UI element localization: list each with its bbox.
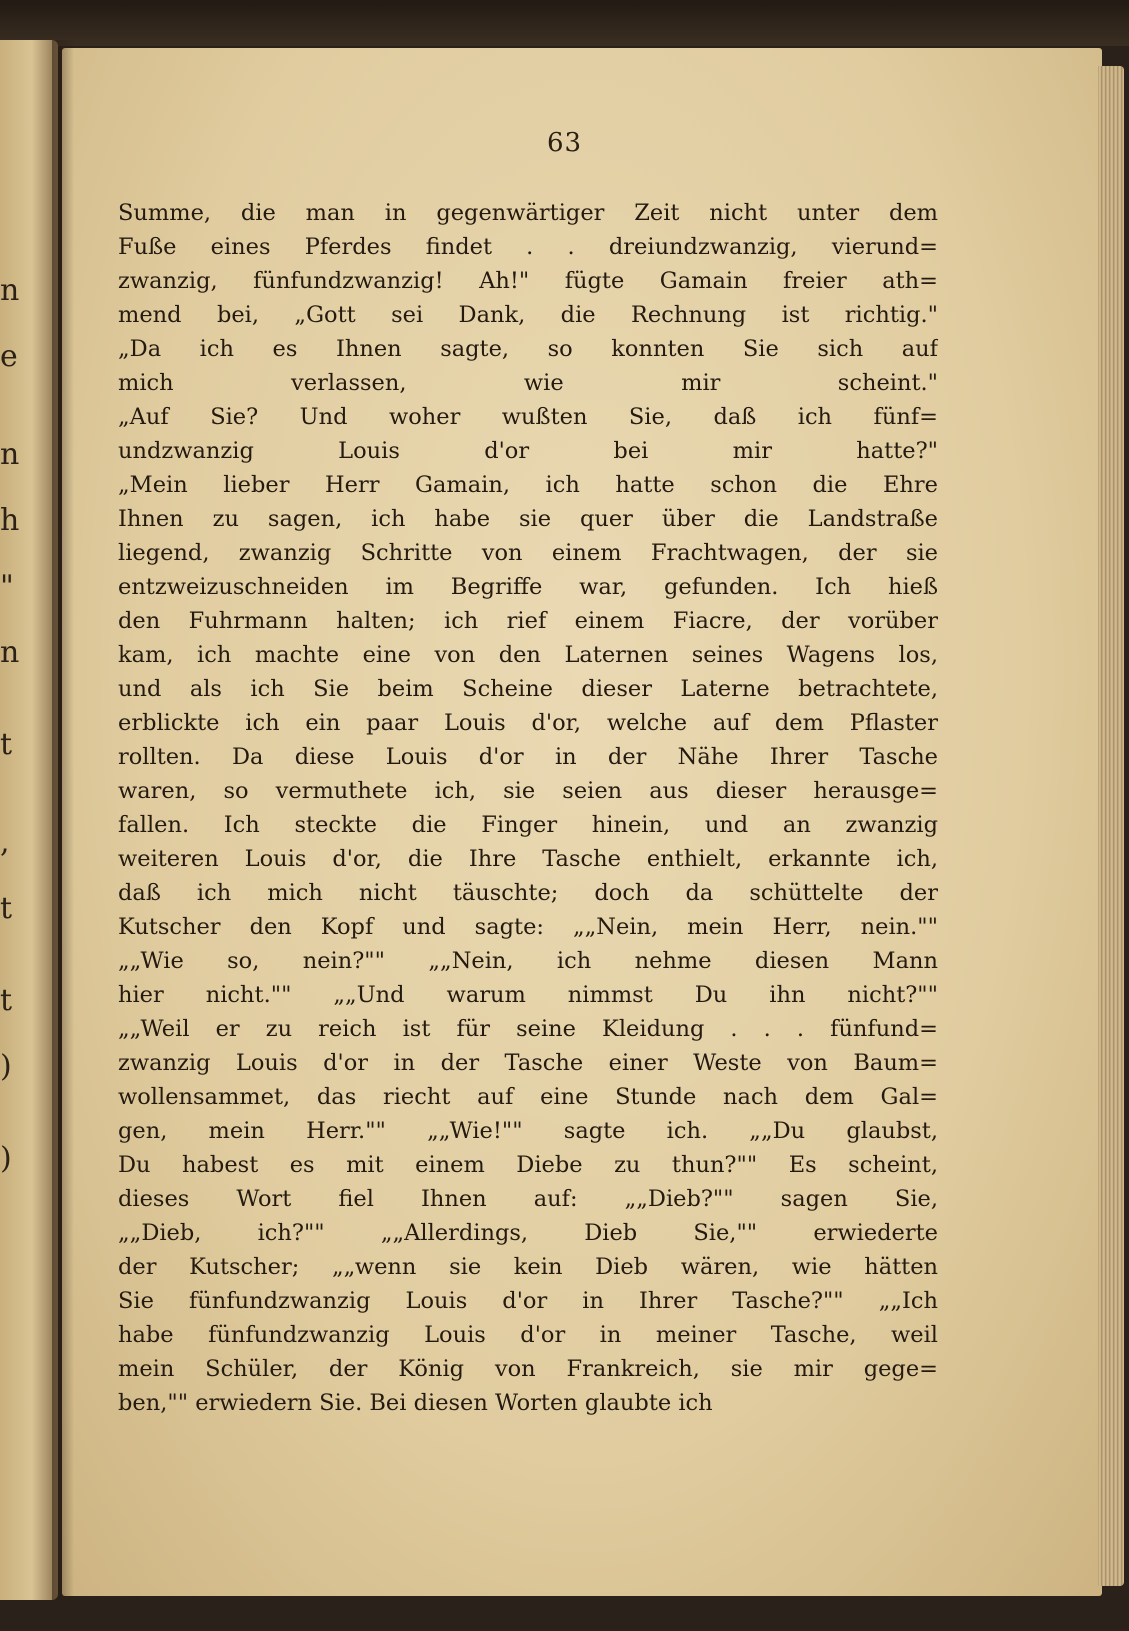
text-line: „„Weil er zu reich ist für seine Kleidung . . . fünfund=	[118, 1016, 938, 1042]
text-line: gen, mein Herr."" „„Wie!"" sagte ich. „„Du glaubst,	[118, 1118, 938, 1144]
left-page-fragments	[0, 240, 22, 1174]
page-number: 63	[546, 128, 583, 158]
text-line: kam, ich machte eine von den Laternen seines Wagens los,	[118, 642, 938, 668]
text-line: zwanzig Louis d'or in der Tasche einer Weste von Baum=	[118, 1050, 938, 1076]
left-page-fragment: )	[0, 1141, 12, 1176]
left-page-edge	[0, 40, 58, 1600]
text-line: habe fünfundzwanzig Louis d'or in meiner Tasche, weil	[118, 1322, 938, 1348]
text-line: „Da ich es Ihnen sagte, so konnten Sie sich auf	[118, 336, 938, 362]
text-line: waren, so vermuthete ich, sie seien aus dieser herausge=	[118, 778, 938, 804]
text-line: „Auf Sie? Und woher wußten Sie, daß ich fünf=	[118, 404, 938, 430]
left-page-fragment: h	[0, 503, 20, 538]
text-line: Kutscher den Kopf und sagte: „„Nein, mein Herr, nein.""	[118, 914, 938, 940]
text-line: entzweizuschneiden im Begriffe war, gefunden. Ich hieß	[118, 574, 938, 600]
left-page-fragment: n	[0, 437, 20, 472]
left-page-fragment: e	[0, 339, 18, 374]
text-line: wollensammet, das riecht auf eine Stunde nach dem Gal=	[118, 1084, 938, 1110]
left-page-fragment: ,	[0, 825, 10, 860]
text-line: erblickte ich ein paar Louis d'or, welche auf dem Pflaster	[118, 710, 938, 736]
spine-shadow	[52, 40, 74, 1600]
text-line: mein Schüler, der König von Frankreich, sie mir gege=	[118, 1356, 938, 1382]
text-line: weiteren Louis d'or, die Ihre Tasche enthielt, erkannte ich,	[118, 846, 938, 872]
text-line: rollten. Da diese Louis d'or in der Nähe Ihrer Tasche	[118, 744, 938, 770]
text-line: und als ich Sie beim Scheine dieser Laterne betrachtete,	[118, 676, 938, 702]
left-page-fragment: )	[0, 1049, 12, 1084]
text-line: Du habest es mit einem Diebe zu thun?"" Es scheint,	[118, 1152, 938, 1178]
text-line: undzwanzig Louis d'or bei mir hatte?"	[118, 438, 938, 464]
text-line: mich verlassen, wie mir scheint."	[118, 370, 938, 396]
text-line: hier nicht."" „„Und warum nimmst Du ihn nicht?""	[118, 982, 938, 1008]
text-line: fallen. Ich steckte die Finger hinein, und an zwanzig	[118, 812, 938, 838]
text-line: „„Dieb, ich?"" „„Allerdings, Dieb Sie,"" erwiederte	[118, 1220, 938, 1246]
text-line: Ihnen zu sagen, ich habe sie quer über die Landstraße	[118, 506, 938, 532]
body-text	[118, 196, 938, 1420]
left-page-fragment: t	[0, 727, 13, 762]
left-page-fragment: t	[0, 891, 13, 926]
text-line: „„Wie so, nein?"" „„Nein, ich nehme diesen Mann	[118, 948, 938, 974]
text-line: ben,"" erwiedern Sie. Bei diesen Worten glaubte ich	[118, 1390, 713, 1416]
page-stack-edges	[1098, 66, 1124, 1586]
left-page-fragment: "	[0, 569, 14, 604]
text-line: dieses Wort fiel Ihnen auf: „„Dieb?"" sagen Sie,	[118, 1186, 938, 1212]
text-line: liegend, zwanzig Schritte von einem Frachtwagen, der sie	[118, 540, 938, 566]
text-line: zwanzig, fünfundzwanzig! Ah!" fügte Gamain freier ath=	[118, 268, 938, 294]
left-page-fragment: n	[0, 273, 20, 308]
text-line: daß ich mich nicht täuschte; doch da schüttelte der	[118, 880, 938, 906]
text-line: mend bei, „Gott sei Dank, die Rechnung ist richtig."	[118, 302, 938, 328]
text-line: den Fuhrmann halten; ich rief einem Fiacre, der vorüber	[118, 608, 938, 634]
text-line: Summe, die man in gegenwärtiger Zeit nicht unter dem	[118, 200, 938, 226]
text-line: Fuße eines Pferdes findet . . dreiundzwanzig, vierund=	[118, 234, 938, 260]
left-page-fragment: t	[0, 983, 13, 1018]
text-line: der Kutscher; „„wenn sie kein Dieb wären, wie hätten	[118, 1254, 938, 1280]
text-line: „Mein lieber Herr Gamain, ich hatte schon die Ehre	[118, 472, 938, 498]
text-line: Sie fünfundzwanzig Louis d'or in Ihrer Tasche?"" „„Ich	[118, 1288, 938, 1314]
left-page-fragment: n	[0, 635, 20, 670]
book-top-edge	[0, 0, 1129, 46]
